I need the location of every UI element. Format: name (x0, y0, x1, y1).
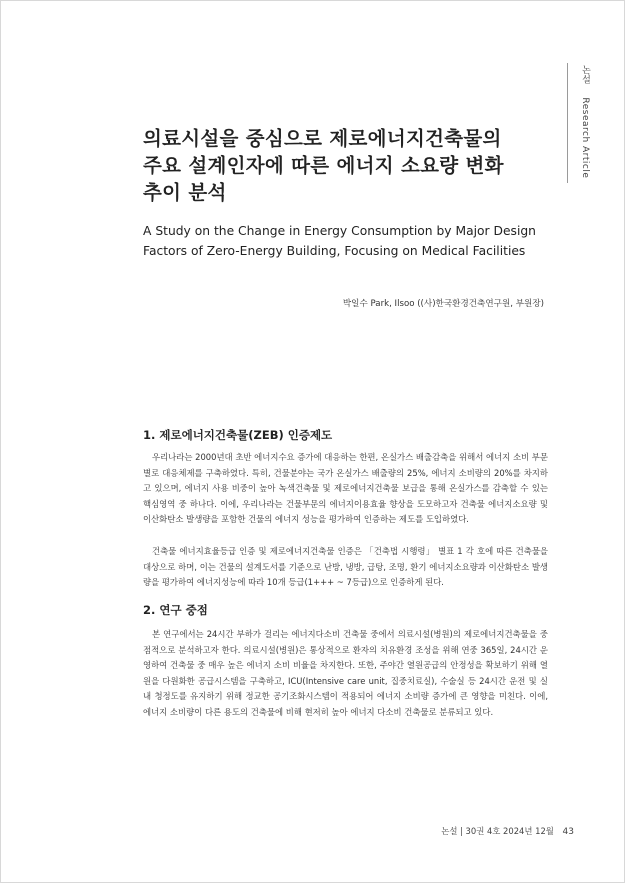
body-paragraph: 건축물 에너지효율등급 인증 및 제로에너지건축물 인증은 「건축법 시행령」 별표 1 각 호에 따른 건축물을 대상으로 하며, 이는 건물의 설계도서를 기준으로 난방, 냉방, 급탕, 조명, 환기 에너지소요량과 이산화탄소 발생량을 평가하여 에너지성능에 따라 10개 등급(1+++ ~ 7등급)으로 인증하게 된다. (143, 546, 548, 588)
article-type-label (579, 65, 592, 178)
page-footer (441, 825, 574, 837)
article-type-en: Research Article (580, 97, 590, 179)
page-number: 43 (562, 827, 574, 837)
title-english-line: A Study on the Change in Energy Consumption by Major Design (143, 224, 536, 238)
body-paragraph: 우리나라는 2000년대 초반 에너지수요 증가에 대응하는 한편, 온실가스 배출감축을 위해서 에너지 소비 부문별로 대응체제를 구축하였다. 특히, 건물분야는 국가 온실가스 배출량의 25%, 에너지 소비량의 20%를 차지하고 있으며, 에너지 사용 비중이 높아 녹색건축물 및 제로에너지건축물 보급을 통해 온실가스를 감축할 수 있는 핵심영역 중 하나다. 이에, 우리나라는 건물부문의 에너지이용효율 향상을 도모하고자 건축물 에너지소요량 및 이산화탄소 발생량을 포함한 건물의 에너지 성능을 평가하여 인증하는 제도를 도입하였다. (143, 452, 548, 525)
footer-issue: 논설 | 30권 4호 2024년 12월 (441, 826, 554, 836)
author-byline: 박일수 Park, Ilsoo ((사)한국환경건축연구원, 부원장) (342, 299, 544, 309)
title-korean-line: 의료시설을 중심으로 제로에너지건축물의 (143, 127, 502, 150)
section-heading: 1. 제로에너지건축물(ZEB) 인증제도 (143, 428, 333, 442)
title-korean (143, 125, 553, 206)
side-divider (567, 63, 568, 183)
section-heading: 2. 연구 중점 (143, 603, 208, 617)
title-english (143, 221, 553, 261)
article-type-ko: 논설 (580, 65, 590, 84)
body-paragraph: 본 연구에서는 24시간 부하가 걸리는 에너지다소비 건축물 중에서 의료시설(병원)의 제로에너지건축물을 중점적으로 분석하고자 한다. 의료시설(병원)은 통상적으로 환자의 치유환경 조성을 위해 연중 365일, 24시간 운영하여 건축물 중 매우 높은 에너지 소비 비율을 차지한다. 또한, 주야간 열원공급의 안정성을 확보하기 위해 열원을 다원화한 공급시스템을 구축하고, ICU(Intensive care unit, 집중치료실), 수술실 등 24시간 운전 및 실내 청정도를 유지하기 위해 정교한 공기조화시스템이 적용되어 에너지 소비량 증가에 큰 영향을 미친다. 이에, 에너지 소비량이 다른 용도의 건축물에 비해 현저히 높아 에너지 다소비 건축물로 분류되고 있다. (143, 629, 548, 717)
title-korean-line: 추이 분석 (143, 181, 227, 204)
title-korean-line: 주요 설계인자에 따른 에너지 소요량 변화 (143, 154, 504, 177)
title-english-line: Factors of Zero-Energy Building, Focusing on Medical Facilities (143, 244, 526, 258)
